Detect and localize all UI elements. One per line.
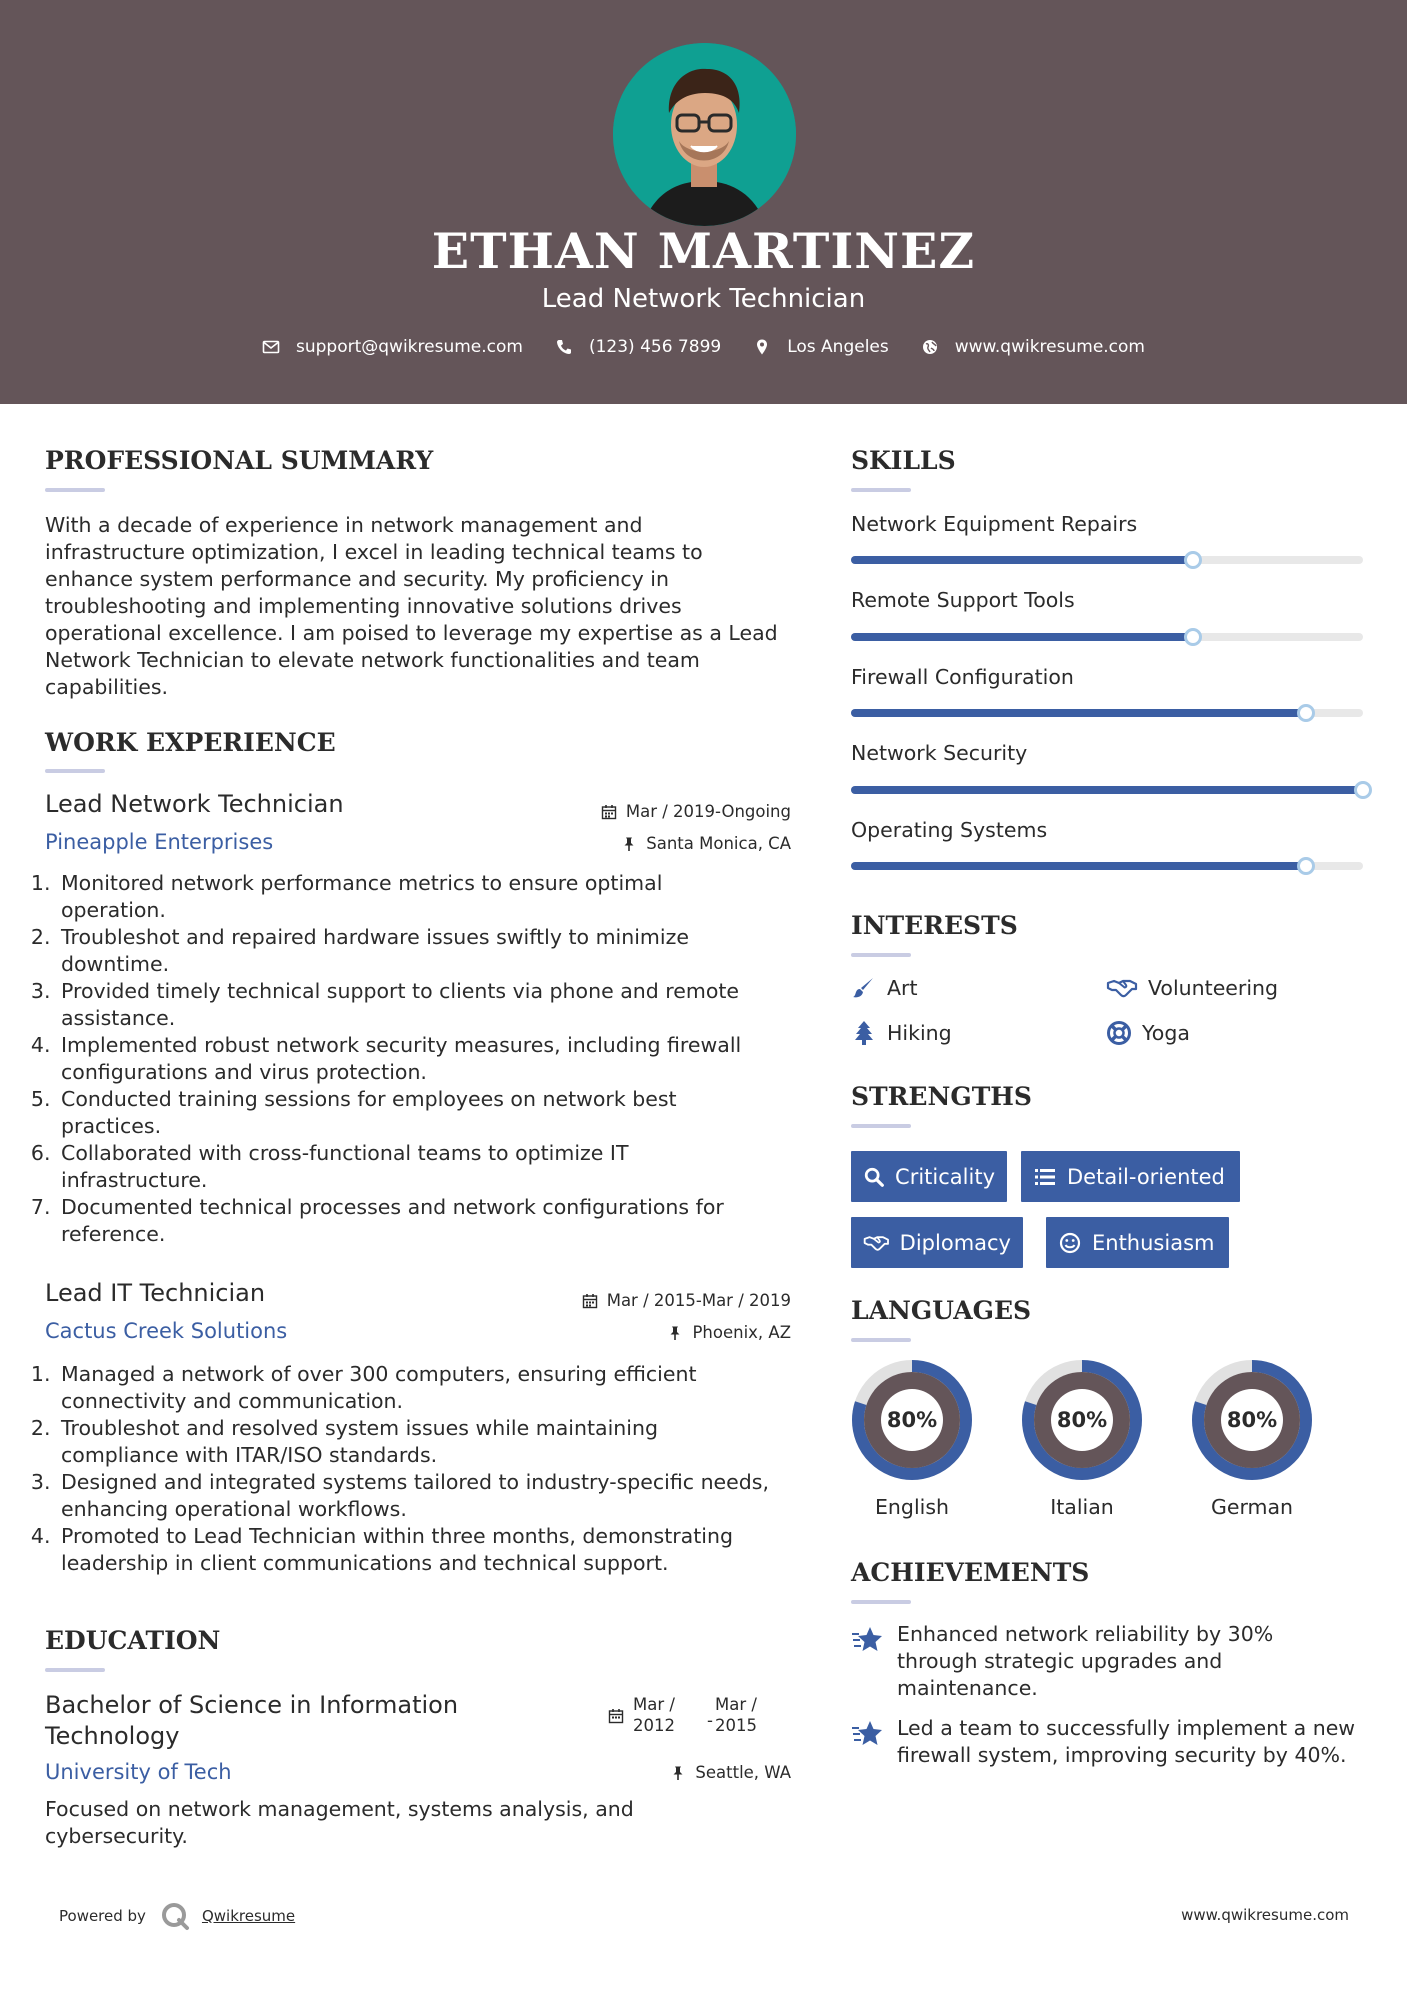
achievement-item	[851, 1621, 1273, 1702]
interest-label: Yoga	[1142, 1021, 1190, 1045]
description-line: Focused on network management, systems analysis, and	[45, 1797, 634, 1821]
list-item: 2. Troubleshot and repaired hardware issues swiftly to minimize downtime.	[57, 924, 799, 978]
strengths-heading-underline	[851, 1124, 911, 1128]
skill-bar-fill	[851, 786, 1363, 794]
job-entry	[45, 790, 791, 1250]
skill-bar	[851, 786, 1363, 794]
calendar-icon	[608, 1708, 624, 1724]
list-item: 4. Implemented robust network security measures, including firewall configurations and virus protection.	[57, 1032, 799, 1086]
strength-badge	[1021, 1151, 1240, 1202]
contact-email[interactable]	[262, 337, 523, 357]
map-pin-icon	[753, 338, 771, 356]
achievements-heading: ACHIEVEMENTS	[851, 1558, 1090, 1587]
summary-line: capabilities.	[45, 675, 169, 699]
job-dates-text: Mar / 2015-Mar / 2019	[606, 1291, 791, 1310]
achievements-heading-underline	[851, 1600, 911, 1604]
skill-bar-knob	[1297, 857, 1315, 875]
skills-heading-underline	[851, 488, 911, 492]
search-icon	[863, 1165, 885, 1189]
language-label: Italian	[1050, 1495, 1114, 1519]
education-heading-underline	[45, 1668, 105, 1672]
achievement-line: maintenance.	[897, 1676, 1038, 1700]
education-description	[45, 1796, 634, 1850]
list-item: 1. Monitored network performance metrics to ensure optimal operation.	[57, 870, 799, 924]
star-icon	[851, 1719, 883, 1749]
job-title: Lead IT Technician	[45, 1279, 266, 1307]
achievement-line: Enhanced network reliability by 30%	[897, 1622, 1274, 1646]
skill-bar-knob	[1184, 551, 1202, 569]
job-location-text: Phoenix, AZ	[692, 1323, 791, 1342]
list-item: 3. Provided timely technical support to clients via phone and remote assistance.	[57, 978, 799, 1032]
work-heading: WORK EXPERIENCE	[45, 728, 336, 757]
company-name: Cactus Creek Solutions	[45, 1319, 288, 1343]
job-title: Lead Network Technician	[45, 790, 344, 818]
candidate-role: Lead Network Technician	[541, 284, 866, 314]
lifebuoy-icon	[1106, 1020, 1132, 1046]
summary-heading: PROFESSIONAL SUMMARY	[45, 446, 434, 475]
language-gauge	[1021, 1359, 1143, 1485]
interest-item	[1106, 975, 1278, 1001]
skill-bar-knob	[1354, 781, 1372, 799]
job-duties-list	[39, 870, 799, 1248]
skill-bar-fill	[851, 633, 1193, 641]
strength-label: Enthusiasm	[1092, 1230, 1215, 1255]
list-item: 6. Collaborated with cross-functional teams to optimize IT infrastructure.	[57, 1140, 799, 1194]
gauge-percent: 80%	[1056, 1408, 1108, 1432]
pushpin-icon	[621, 836, 637, 852]
school-name: University of Tech	[45, 1760, 232, 1784]
resume-header	[0, 0, 1407, 404]
profile-photo	[613, 43, 796, 226]
degree-line: Technology	[45, 1722, 180, 1750]
skill-label: Network Equipment Repairs	[851, 512, 1138, 536]
skill-bar	[851, 633, 1363, 641]
candidate-name: ETHAN MARTINEZ	[431, 222, 976, 280]
strength-badge	[851, 1151, 1007, 1202]
job-dates	[601, 802, 791, 821]
summary-line: enhance system performance and security. My proficiency in	[45, 567, 669, 591]
globe-icon	[921, 338, 939, 356]
gauge-percent: 80%	[1226, 1408, 1278, 1432]
date-part: Mar /	[633, 1695, 675, 1714]
interests-heading-underline	[851, 953, 911, 957]
achievement-line: through strategic upgrades and	[897, 1649, 1223, 1673]
star-icon	[851, 1625, 883, 1655]
footer-website-link[interactable]: www.qwikresume.com	[1181, 1906, 1349, 1924]
handshake-icon	[863, 1231, 890, 1255]
summary-heading-underline	[45, 488, 105, 492]
skill-bar	[851, 556, 1363, 564]
language-label: English	[874, 1495, 950, 1519]
language-gauge	[851, 1359, 973, 1485]
language-label: German	[1210, 1495, 1294, 1519]
company-name: Pineapple Enterprises	[45, 830, 274, 854]
degree-title	[45, 1690, 458, 1752]
skill-label: Network Security	[851, 741, 1028, 765]
interest-label: Volunteering	[1148, 976, 1279, 1000]
education-entry	[45, 1690, 791, 1860]
contact-bar	[0, 337, 1407, 357]
summary-line: operational excellence. I am poised to leverage my expertise as a Lead	[45, 621, 778, 645]
achievement-text	[897, 1715, 1355, 1769]
strength-badge	[851, 1217, 1023, 1268]
list-item: 1. Managed a network of over 300 computers, ensuring efficient connectivity and communication.	[57, 1361, 799, 1415]
phone-icon	[555, 338, 573, 356]
skill-label: Firewall Configuration	[851, 665, 1074, 689]
contact-location	[753, 337, 889, 357]
job-location	[667, 1323, 791, 1342]
education-heading: EDUCATION	[45, 1626, 221, 1655]
job-dates-text: Mar / 2019-Ongoing	[625, 802, 791, 821]
summary-line: With a decade of experience in network management and	[45, 513, 643, 537]
interest-item	[1106, 1020, 1190, 1046]
skill-bar	[851, 709, 1363, 717]
skill-bar-knob	[1297, 704, 1315, 722]
achievement-text	[897, 1621, 1273, 1702]
education-location-text: Seattle, WA	[695, 1763, 791, 1782]
tree-icon	[851, 1020, 877, 1046]
date-dash: -	[707, 1711, 713, 1730]
date-part: 2012	[633, 1716, 675, 1735]
interest-item	[851, 975, 918, 1001]
smile-icon	[1058, 1231, 1082, 1255]
job-location-text: Santa Monica, CA	[646, 834, 791, 853]
skill-bar-fill	[851, 709, 1306, 717]
job-duties-list	[39, 1361, 799, 1577]
pushpin-icon	[667, 1325, 683, 1341]
education-dates	[608, 1694, 757, 1736]
date-part: Mar /	[714, 1695, 757, 1714]
achievement-line: firewall system, improving security by 40%.	[897, 1743, 1347, 1767]
summary-line: troubleshooting and implementing innovative solutions drives	[45, 594, 682, 618]
list-item: 3. Designed and integrated systems tailored to industry-specific needs, enhancing operational workflows.	[57, 1469, 799, 1523]
summary-text	[45, 512, 795, 701]
interest-label: Art	[887, 976, 918, 1000]
skill-bar-fill	[851, 862, 1306, 870]
summary-line: Network Technician to elevate network functionalities and team	[45, 648, 700, 672]
list-item: 4. Promoted to Lead Technician within three months, demonstrating leadership in client communications and technical support.	[57, 1523, 799, 1577]
powered-by-text: Powered by	[59, 1907, 146, 1925]
description-line: cybersecurity.	[45, 1824, 188, 1848]
education-location	[670, 1763, 791, 1782]
strength-label: Diplomacy	[899, 1230, 1011, 1255]
handshake-icon	[1106, 975, 1138, 1001]
contact-location-text: Los Angeles	[787, 337, 889, 357]
strengths-heading: STRENGTHS	[851, 1082, 1032, 1111]
education-start	[633, 1694, 675, 1736]
languages-heading-underline	[851, 1338, 911, 1342]
job-entry	[45, 1279, 791, 1579]
interest-item	[851, 1020, 952, 1046]
qwikresume-link[interactable]: Qwikresume	[201, 1907, 296, 1925]
date-part: 2015	[714, 1716, 757, 1735]
list-item: 2. Troubleshot and resolved system issues while maintaining compliance with ITAR/ISO standards.	[57, 1415, 799, 1469]
summary-line: infrastructure optimization, I excel in leading technical teams to	[45, 540, 703, 564]
list-item: 5. Conducted training sessions for employees on network best practices.	[57, 1086, 799, 1140]
contact-website[interactable]	[921, 337, 1145, 357]
achievement-line: Led a team to successfully implement a new	[897, 1716, 1356, 1740]
list-icon	[1033, 1165, 1057, 1189]
brush-icon	[851, 975, 877, 1001]
strength-label: Detail-oriented	[1067, 1164, 1225, 1189]
job-location	[621, 834, 791, 853]
calendar-icon	[582, 1293, 598, 1309]
skill-bar-knob	[1184, 628, 1202, 646]
strength-badge	[1046, 1217, 1229, 1268]
interest-label: Hiking	[887, 1021, 952, 1045]
envelope-icon	[262, 338, 280, 356]
calendar-icon	[601, 804, 617, 820]
languages-heading: LANGUAGES	[851, 1296, 1032, 1325]
degree-line: Bachelor of Science in Information	[45, 1691, 459, 1719]
gauge-percent: 80%	[886, 1408, 938, 1432]
skill-label: Remote Support Tools	[851, 588, 1075, 612]
interests-heading: INTERESTS	[851, 911, 1018, 940]
language-gauge	[1191, 1359, 1313, 1485]
qwikresume-logo-icon	[160, 1901, 190, 1931]
job-dates	[582, 1291, 791, 1310]
skill-bar	[851, 862, 1363, 870]
contact-website-text: www.qwikresume.com	[954, 337, 1145, 357]
list-item: 7. Documented technical processes and network configurations for reference.	[57, 1194, 799, 1248]
education-end	[715, 1694, 757, 1736]
contact-email-text: support@qwikresume.com	[296, 337, 523, 357]
achievement-item	[851, 1715, 1355, 1769]
footer-powered-by	[59, 1901, 295, 1931]
skill-label: Operating Systems	[851, 818, 1048, 842]
strength-label: Criticality	[895, 1164, 995, 1189]
skill-bar-fill	[851, 556, 1193, 564]
work-heading-underline	[45, 769, 105, 773]
pushpin-icon	[670, 1765, 686, 1781]
contact-phone[interactable]	[555, 337, 721, 357]
skills-heading: SKILLS	[851, 446, 956, 475]
contact-phone-text: (123) 456 7899	[588, 337, 722, 357]
